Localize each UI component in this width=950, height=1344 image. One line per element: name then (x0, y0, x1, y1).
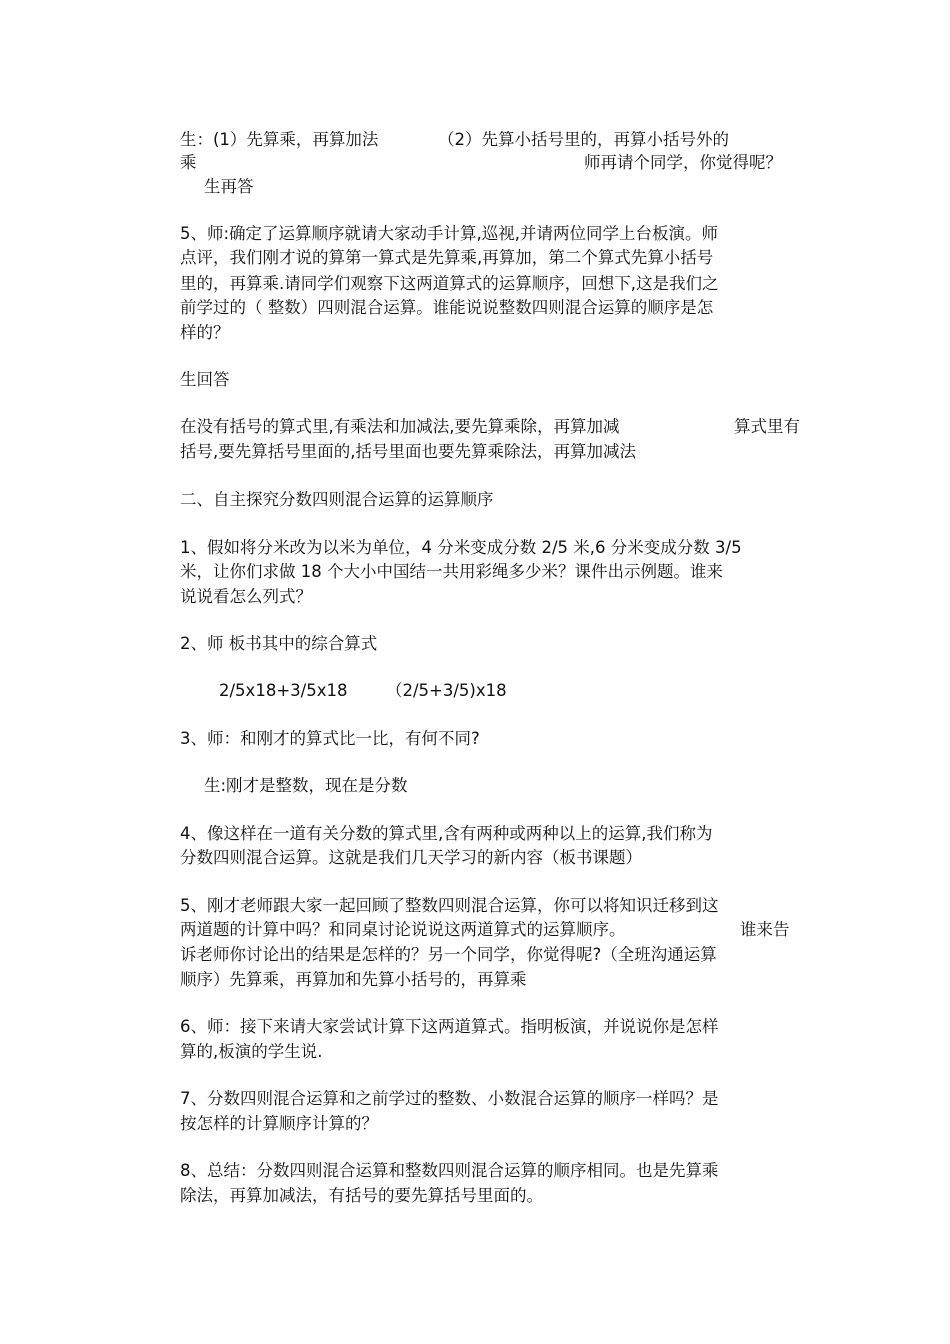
text-line: 分数四则混合运算。这就是我们几天学习的新内容（板书课题） (180, 848, 642, 867)
section-heading: 二、自主探究分数四则混合运算的运算顺序 (180, 490, 494, 509)
text-line: 7、分数四则混合运算和之前学过的整数、小数混合运算的顺序一样吗？是 (180, 1089, 719, 1108)
text-line: 样的？ (180, 323, 230, 342)
text-line: 按怎样的计算顺序计算的？ (180, 1114, 378, 1133)
text-line: 生:刚才是整数，现在是分数 (204, 776, 408, 795)
text-line: （2）先算小括号里的，再算小括号外的 (438, 130, 729, 149)
text-line: 除法，再算加减法，有括号的要先算括号里面的。 (180, 1186, 543, 1205)
text-line: 括号,要先算括号里面的,括号里面也要先算乘除法，再算加减法 (180, 442, 636, 461)
text-line: 算式里有 (734, 417, 800, 436)
text-line: 5、刚才老师跟大家一起回顾了整数四则混合运算，你可以将知识迁移到这 (180, 896, 719, 915)
text-line: 生回答 (180, 370, 230, 389)
text-line: 3、师：和刚才的算式比一比，有何不同? (180, 729, 480, 748)
text-line: 点评，我们刚才说的算第一算式是先算乘,再算加，第二个算式先算小括号 (180, 248, 714, 267)
text-line: 米，让你们求做 18 个大小中国结一共用彩绳多少米？课件出示例题。谁来 (180, 562, 723, 581)
text-line: 前学过的（ 整数）四则混合运算。谁能说说整数四则混合运算的顺序是怎 (180, 298, 714, 317)
text-line: 师再请个同学，你觉得呢？ (584, 153, 782, 172)
text-line: 乘 (180, 153, 197, 172)
formula: （2/5+3/5)x18 (386, 681, 507, 700)
text-line: 6、师：接下来请大家尝试计算下这两道算式。指明板演，并说说你是怎样 (180, 1017, 719, 1036)
text-line: 算的,板演的学生说. (180, 1042, 323, 1061)
text-line: 4、像这样在一道有关分数的算式里,含有两种或两种以上的运算,我们称为 (180, 824, 713, 843)
formula: 2/5x18+3/5x18 (219, 681, 348, 700)
text-line: 8、总结：分数四则混合运算和整数四则混合运算的顺序相同。也是先算乘 (180, 1161, 719, 1180)
text-line: 说说看怎么列式？ (180, 587, 312, 606)
text-line: 里的，再算乘.请同学们观察下这两道算式的运算顺序，回想下,这是我们之 (180, 274, 719, 293)
text-line: 2、师 板书其中的综合算式 (180, 634, 378, 653)
text-line: 两道题的计算中吗？和同桌讨论说说这两道算式的运算顺序。 (180, 920, 626, 939)
text-line: 诉老师你讨论出的结果是怎样的？另一个同学，你觉得呢?（全班沟通运算 (180, 945, 717, 964)
text-line: 顺序）先算乘，再算加和先算小括号的，再算乘 (180, 970, 527, 989)
text-line: 生：(1）先算乘，再算加法 (180, 130, 379, 149)
text-line: 在没有括号的算式里,有乘法和加减法,要先算乘除，再算加减 (180, 417, 620, 436)
text-line: 谁来告 (740, 920, 790, 939)
text-line: 生再答 (204, 177, 254, 196)
text-line: 5、师:确定了运算顺序就请大家动手计算,巡视,并请两位同学上台板演。师 (180, 224, 719, 243)
text-line: 1、假如将分米改为以米为单位，4 分米变成分数 2/5 米,6 分米变成分数 3/5 (180, 538, 742, 557)
